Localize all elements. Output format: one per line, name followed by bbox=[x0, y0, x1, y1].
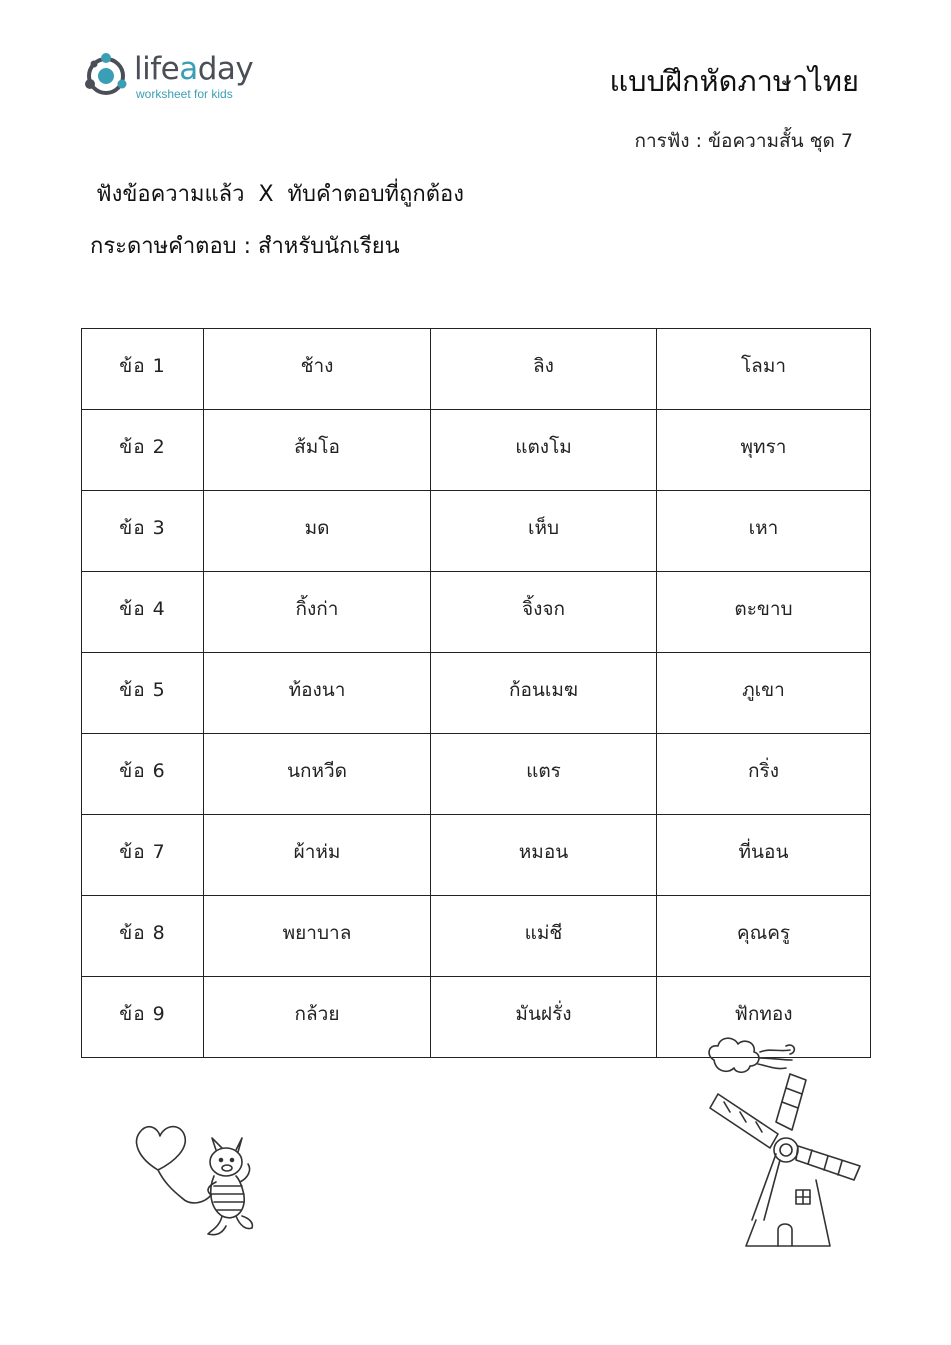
question-row-7 bbox=[82, 815, 871, 896]
question-row-4 bbox=[82, 572, 871, 653]
answer-choice[interactable]: ที่นอน bbox=[657, 815, 871, 896]
answer-choice[interactable]: มด bbox=[204, 491, 431, 572]
question-row-5 bbox=[82, 653, 871, 734]
answer-choice[interactable]: แม่ชี bbox=[431, 896, 657, 977]
answer-choice[interactable]: กิ้งก่า bbox=[204, 572, 431, 653]
question-label: ข้อ 9 bbox=[82, 977, 204, 1058]
answer-choice[interactable]: ส้มโอ bbox=[204, 410, 431, 491]
question-row-6 bbox=[82, 734, 871, 815]
lifeaday-logo bbox=[82, 50, 282, 105]
answer-choice[interactable]: เห็บ bbox=[431, 491, 657, 572]
question-row-8 bbox=[82, 896, 871, 977]
answer-choice[interactable]: กริ่ง bbox=[657, 734, 871, 815]
answer-choice[interactable]: ลิง bbox=[431, 329, 657, 410]
instruction-text: ฟังข้อความแล้ว X ทับคำตอบที่ถูกต้อง bbox=[96, 182, 464, 207]
logo-word-accent: a bbox=[179, 51, 198, 87]
answer-choice[interactable]: แตร bbox=[431, 734, 657, 815]
answer-choice[interactable]: ท้องนา bbox=[204, 653, 431, 734]
answer-choice[interactable]: พยาบาล bbox=[204, 896, 431, 977]
question-label: ข้อ 3 bbox=[82, 491, 204, 572]
question-label: ข้อ 4 bbox=[82, 572, 204, 653]
question-row-3 bbox=[82, 491, 871, 572]
answer-choice[interactable]: จิ้งจก bbox=[431, 572, 657, 653]
worksheet-title: แบบฝึกหัดภาษาไทย bbox=[609, 64, 859, 98]
answer-choice[interactable]: ตะขาบ bbox=[657, 572, 871, 653]
answer-choice[interactable]: ช้าง bbox=[204, 329, 431, 410]
logo-tagline: worksheet for kids bbox=[136, 87, 233, 101]
answer-choice[interactable]: โลมา bbox=[657, 329, 871, 410]
question-label: ข้อ 5 bbox=[82, 653, 204, 734]
logo-molecule-icon bbox=[82, 52, 130, 100]
answer-choice[interactable]: แตงโม bbox=[431, 410, 657, 491]
answer-table bbox=[81, 328, 871, 1058]
worksheet-subtitle: การฟัง : ข้อความสั้น ชุด 7 bbox=[634, 130, 853, 152]
logo-wordmark bbox=[134, 52, 253, 86]
answer-sheet-label: กระดาษคำตอบ : สำหรับนักเรียน bbox=[90, 234, 400, 259]
question-label: ข้อ 7 bbox=[82, 815, 204, 896]
answer-choice[interactable]: ก้อนเมฆ bbox=[431, 653, 657, 734]
answer-choice[interactable]: มันฝรั่ง bbox=[431, 977, 657, 1058]
question-row-1 bbox=[82, 329, 871, 410]
answer-choice[interactable]: นกหวีด bbox=[204, 734, 431, 815]
question-row-2 bbox=[82, 410, 871, 491]
answer-choice[interactable]: ฟักทอง bbox=[657, 977, 871, 1058]
answer-choice[interactable]: พุทรา bbox=[657, 410, 871, 491]
question-label: ข้อ 6 bbox=[82, 734, 204, 815]
windmill-with-cloud-icon bbox=[700, 1030, 880, 1255]
question-label: ข้อ 1 bbox=[82, 329, 204, 410]
piglet-with-heart-balloon-icon bbox=[128, 1112, 268, 1252]
answer-choice[interactable]: ภูเขา bbox=[657, 653, 871, 734]
logo-word-suffix: day bbox=[197, 51, 254, 87]
answer-choice[interactable]: เหา bbox=[657, 491, 871, 572]
answer-choice[interactable]: คุณครู bbox=[657, 896, 871, 977]
logo-word-prefix: life bbox=[134, 51, 180, 87]
answer-choice[interactable]: กล้วย bbox=[204, 977, 431, 1058]
question-label: ข้อ 2 bbox=[82, 410, 204, 491]
question-label: ข้อ 8 bbox=[82, 896, 204, 977]
answer-choice[interactable]: หมอน bbox=[431, 815, 657, 896]
answer-choice[interactable]: ผ้าห่ม bbox=[204, 815, 431, 896]
